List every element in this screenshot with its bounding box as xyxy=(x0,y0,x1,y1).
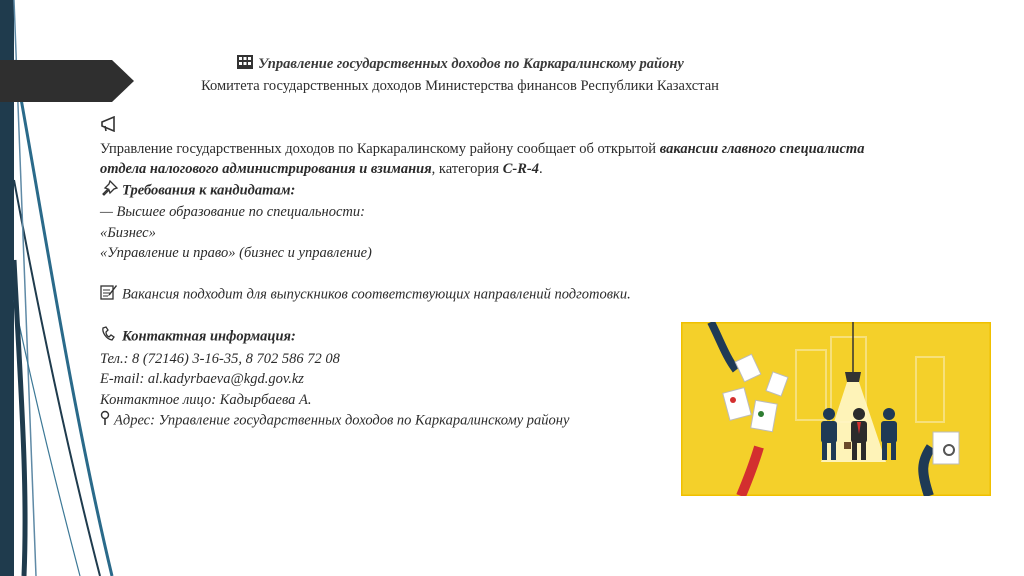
contact-address: Адрес: Управление государственных доходов по Каркаралинскому району xyxy=(114,412,570,429)
memo-icon xyxy=(100,284,118,307)
requirement-line: — Высшее образование по специальности: xyxy=(100,204,365,220)
category-code: C-R-4 xyxy=(502,161,539,177)
requirements-heading-row xyxy=(100,180,910,203)
telephone-icon xyxy=(100,326,118,349)
category-prefix: , категория xyxy=(431,161,503,177)
requirement-line: «Управление и право» (бизнес и управление) xyxy=(100,245,372,261)
page-title: Управление государственных доходов по Каркаралинскому району xyxy=(258,55,684,72)
announce-icon-row xyxy=(100,116,910,139)
announcement-intro: Управление государственных доходов по Каркаралинскому району сообщает об открытой xyxy=(100,140,660,157)
recruitment-illustration xyxy=(681,322,991,496)
pushpin-icon xyxy=(100,180,118,203)
note-row xyxy=(100,284,910,307)
location-pin-icon xyxy=(100,410,110,433)
requirement-line: «Бизнес» xyxy=(100,224,156,241)
header-title-line xyxy=(100,54,820,75)
building-icon xyxy=(236,54,254,75)
header xyxy=(100,54,820,95)
megaphone-icon xyxy=(100,116,122,139)
announcement-text xyxy=(100,139,910,180)
vacancy-title: вакансии главного специалиста отдела налогового администрирования и взимания xyxy=(100,140,865,177)
requirements-heading: Требования к кандидатам: xyxy=(122,182,296,199)
announcement-end: . xyxy=(538,161,543,177)
contact-person: Контактное лицо: Кадырбаева А. xyxy=(100,391,312,408)
contact-phone: Тел.: 8 (72146) 3-16-35, 8 702 586 72 08 xyxy=(100,350,340,367)
page-subtitle: Комитета государственных доходов Министерства финансов Республики Казахстан xyxy=(201,78,719,94)
contacts-heading: Контактная информация: xyxy=(122,328,296,345)
contact-email[interactable]: E-mail: al.kadyrbaeva@kgd.gov.kz xyxy=(100,371,304,387)
note-text: Вакансия подходит для выпускников соответствующих направлений подготовки. xyxy=(122,286,631,303)
